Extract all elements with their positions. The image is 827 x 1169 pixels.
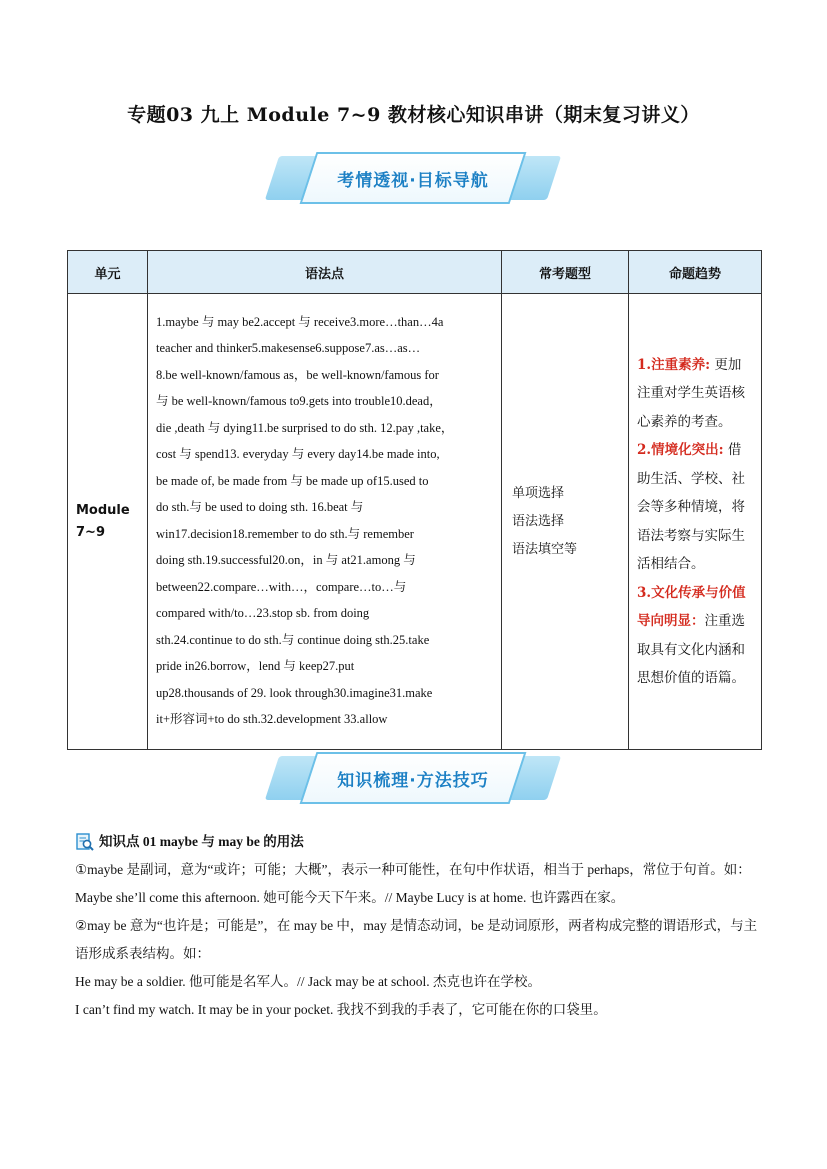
knowledge-point-heading — [75, 828, 765, 856]
grammar-line: it+形容词+to do sth.32.development 33.allow — [156, 712, 388, 726]
section-banner-knowledge — [272, 752, 554, 804]
question-type: 语法填空等 — [512, 541, 578, 557]
header-trend: 命题趋势 — [629, 251, 762, 294]
header-grammar: 语法点 — [148, 251, 502, 294]
grammar-cell — [148, 294, 502, 750]
grammar-line: teacher and thinker5.makesense6.suppose7.as…as… — [156, 341, 421, 355]
trend-item — [637, 579, 753, 693]
grammar-line: up28.thousands of 29. look through30.imagine31.make — [156, 685, 433, 700]
document-title: 专题03 九上 Module 7~9 教材核心知识串讲（期末复习讲义） — [127, 104, 700, 126]
grammar-line: pride in26.borrow，lend 与 keep27.put — [156, 659, 355, 673]
question-type: 单项选择 — [512, 485, 565, 501]
section-banner-exam-overview — [272, 152, 554, 204]
grammar-line: between22.compare…with…，compare…to…与 — [156, 579, 407, 594]
unit-cell — [68, 294, 148, 750]
grammar-line: cost 与 spend13. everyday 与 every day14.be made into, — [156, 447, 440, 461]
header-question-types: 常考题型 — [502, 251, 629, 294]
grammar-line: doing sth.19.successful20.on，in 与 at21.among 与 — [156, 553, 416, 567]
grammar-line: do sth.与 be used to doing sth. 16.beat 与 — [156, 500, 364, 514]
example-sentence: Maybe she’ll come this afternoon. 她可能今天下午来。// Maybe Lucy is at home. 也许露西在家。 — [75, 890, 625, 905]
grammar-line: sth.24.continue to do sth.与 continue doing sth.25.take — [156, 632, 430, 647]
unit-line: Module — [76, 502, 130, 518]
question-types-cell — [502, 294, 629, 750]
trend-text: 注重选取具有文化内涵和思想价值的语篇。 — [637, 613, 745, 686]
syllabus-table — [67, 250, 762, 750]
question-type: 语法选择 — [512, 513, 565, 529]
trend-label: 2.情境化突出: — [637, 442, 724, 458]
grammar-line: compared with/to…23.stop sb. from doing — [156, 606, 370, 620]
paragraph: ①maybe 是副词，意为“或许；可能；大概”，表示一种可能性，在句中作状语，相当于 perhaps，常位于句首。如： — [75, 862, 751, 877]
table-header-row — [68, 251, 762, 294]
magnifier-document-icon — [75, 832, 95, 852]
table-row — [68, 294, 762, 750]
banner-label: 考情透视·目标导航 — [337, 170, 489, 191]
trend-item — [637, 351, 753, 437]
header-unit: 单元 — [68, 251, 148, 294]
grammar-line: 与 be well-known/famous to9.gets into trouble10.dead， — [156, 394, 442, 408]
grammar-line: 8.be well-known/famous as，be well-known/famous for — [156, 367, 439, 382]
trend-label: 1.注重素养: — [637, 356, 711, 373]
trend-text: 更加注重对学生英语核心素养的考查。 — [637, 356, 745, 430]
trend-item — [637, 436, 753, 579]
trend-text: 借助生活、学校、社会等多种情境，将语法考察与实际生活相结合。 — [637, 442, 745, 572]
example-sentence: He may be a soldier. 他可能是名军人。// Jack may be at school. 杰克也许在学校。 — [75, 974, 542, 989]
grammar-line: be made of, be made from 与 be made up of15.used to — [156, 473, 429, 488]
banner-label: 知识梳理·方法技巧 — [337, 770, 489, 791]
knowledge-section — [75, 828, 765, 1024]
grammar-line: 1.maybe 与 may be2.accept 与 receive3.more…than…4a — [156, 314, 444, 329]
trend-cell — [629, 294, 762, 750]
paragraph: ②may be 意为“也许是；可能是”，在 may be 中，may 是情态动词，be 是动词原形，两者构成完整的谓语形式，与主语形成系表结构。如： — [75, 918, 758, 961]
unit-line: 7~9 — [76, 524, 105, 540]
knowledge-point-title: 知识点 01 maybe 与 may be 的用法 — [99, 834, 304, 849]
example-sentence: I can’t find my watch. It may be in your pocket. 我找不到我的手表了，它可能在你的口袋里。 — [75, 1002, 607, 1017]
trend-label: 3.文化传承与价值导向明显： — [637, 584, 746, 629]
grammar-line: win17.decision18.remember to do sth.与 remember — [156, 526, 414, 541]
grammar-line: die ,death 与 dying11.be surprised to do sth. 12.pay ,take， — [156, 420, 454, 435]
